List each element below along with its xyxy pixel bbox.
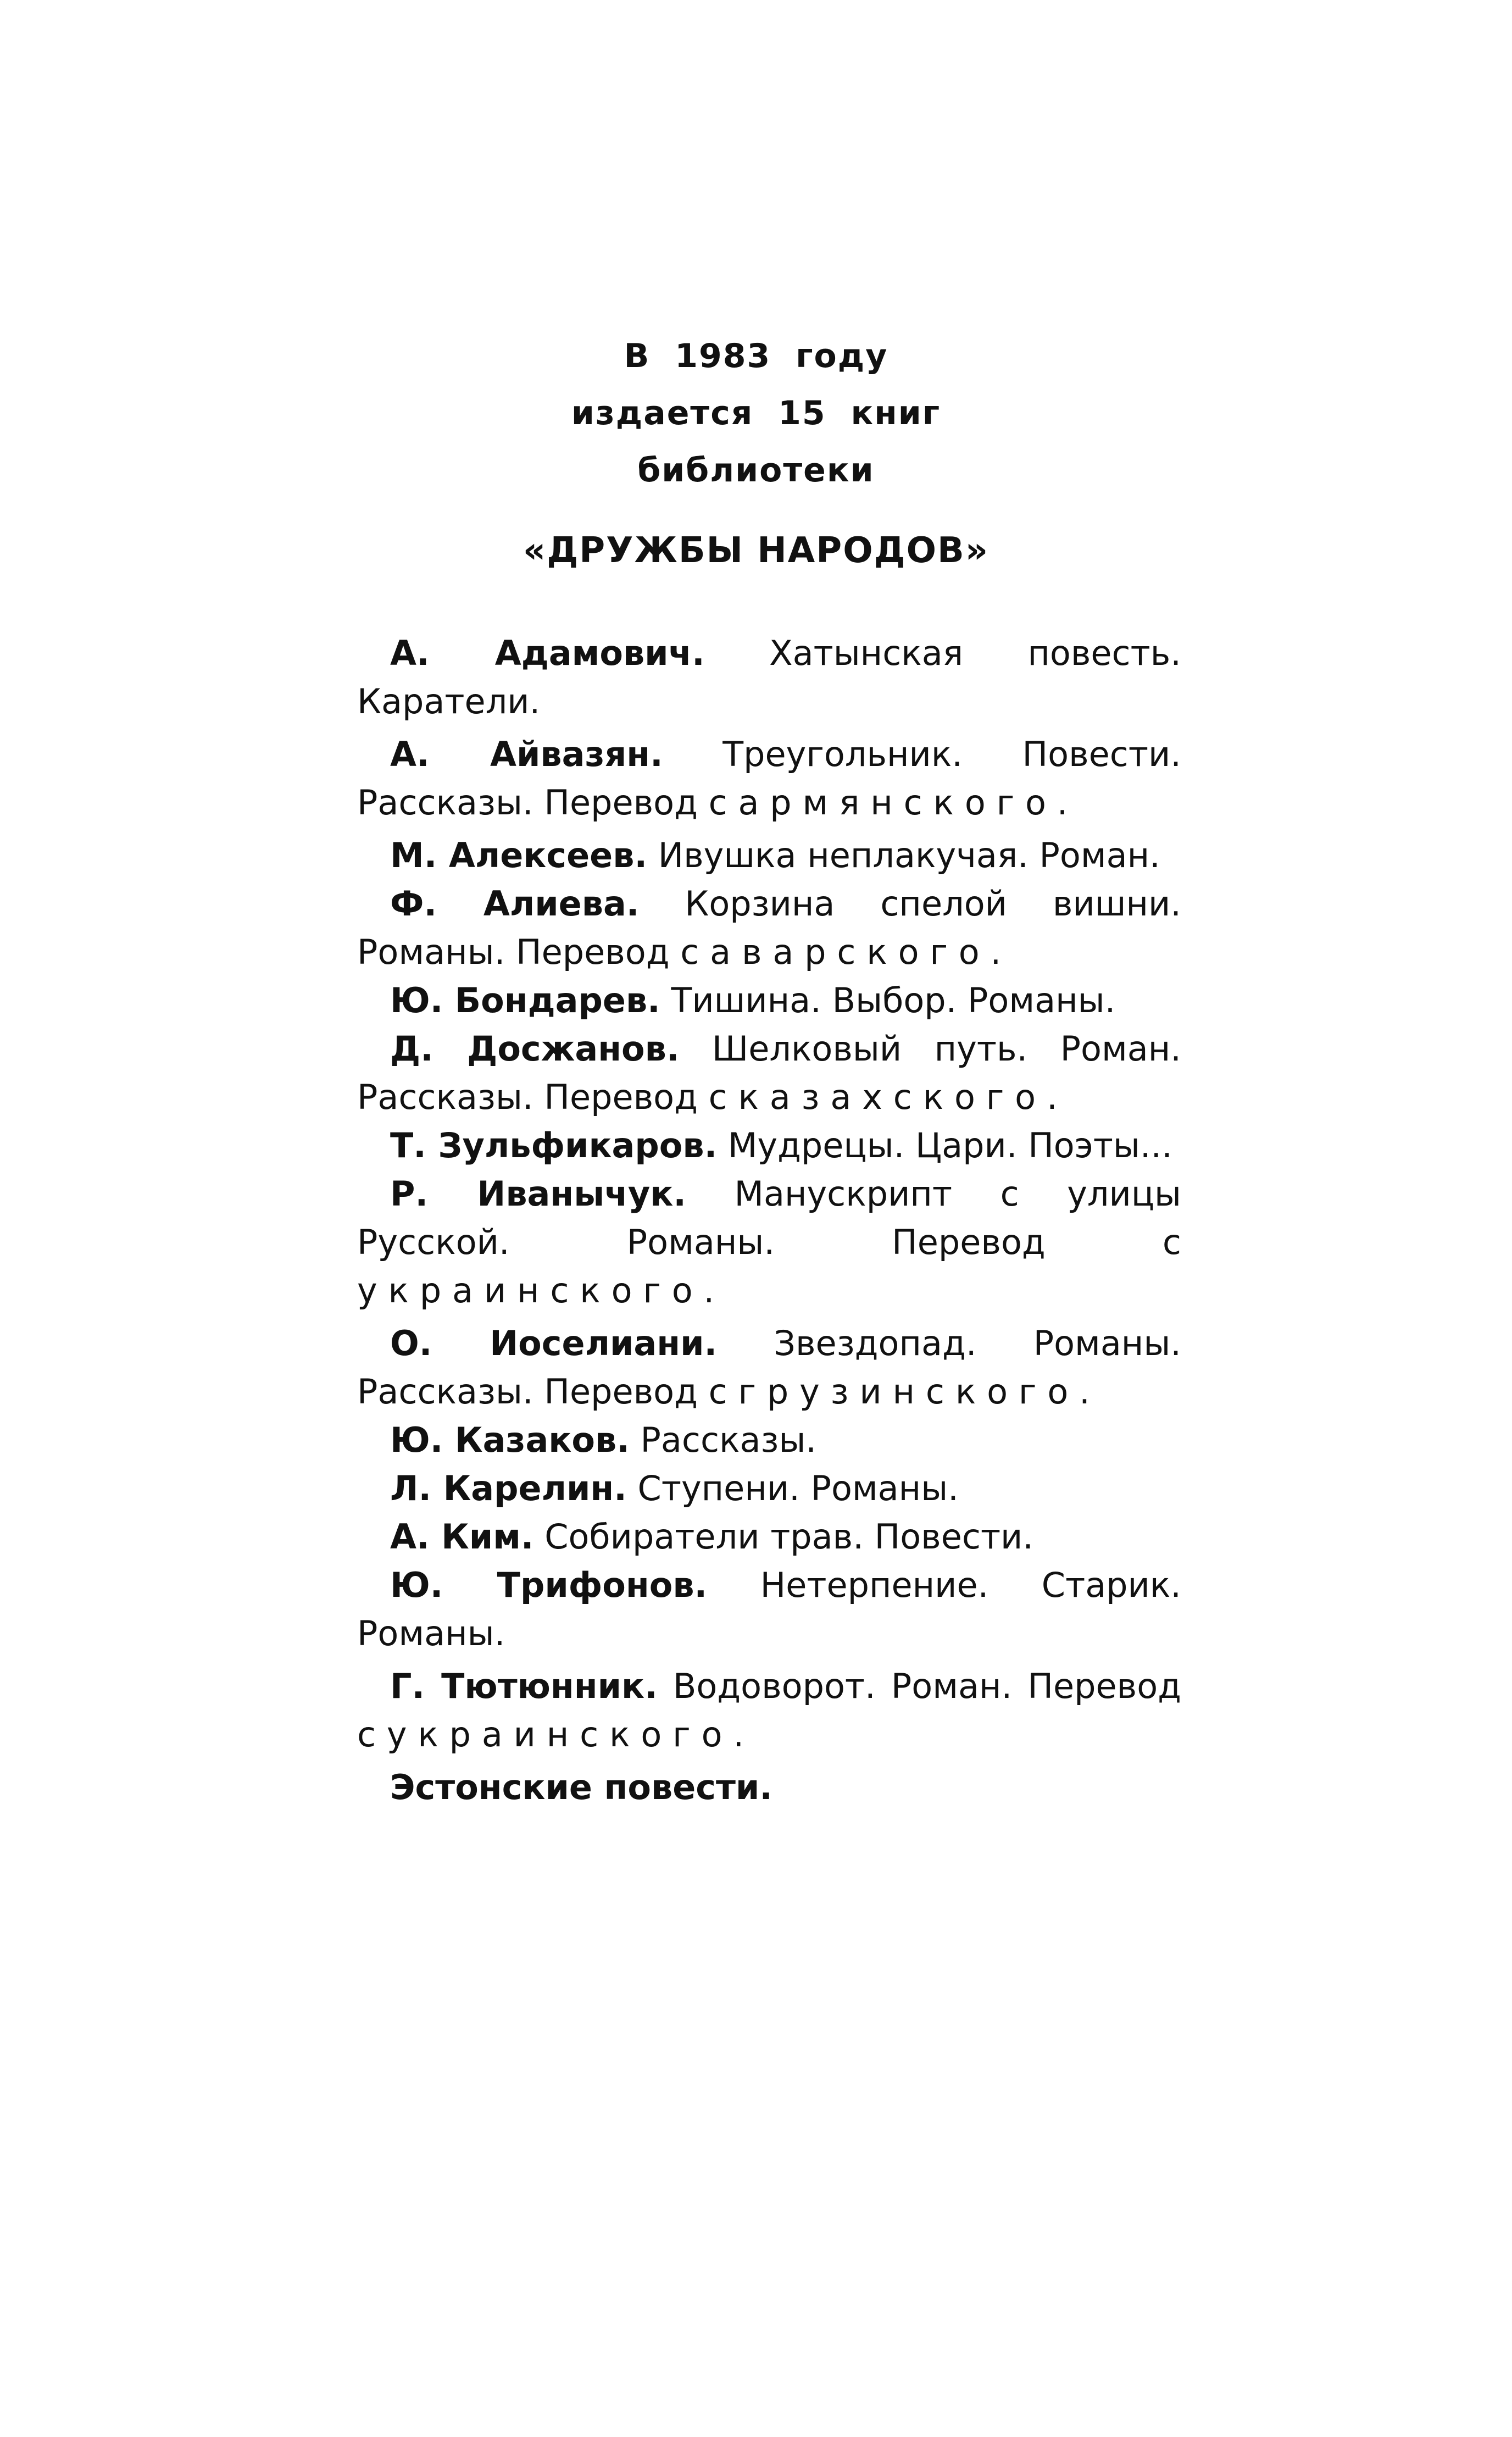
heading-count-line: издается 15 книг (571, 394, 941, 432)
book-description: Манускрипт с улицы Русской. Романы. Перевод с (357, 1174, 1181, 1262)
book-description: Тишина. Выбор. Романы. (671, 980, 1116, 1020)
book-author: О. Иоселиани. (390, 1323, 718, 1363)
book-translation-language: украинского. (357, 1270, 726, 1311)
list-item (357, 1561, 1181, 1658)
list-item (357, 730, 1181, 827)
list-item (357, 976, 1181, 1025)
book-description: Ивушка неплакучая. Роман. (658, 835, 1160, 875)
book-author: А. Айвазян. (390, 734, 663, 774)
list-item (357, 629, 1181, 726)
list-item (357, 1662, 1181, 1759)
list-item (357, 1122, 1181, 1170)
book-author: Т. Зульфикаров. (390, 1125, 718, 1165)
book-author: Эстонские повести. (390, 1767, 772, 1807)
list-item (357, 1763, 1181, 1812)
book-author: Ф. Алиева. (390, 884, 640, 924)
list-item (357, 1513, 1181, 1561)
book-author: Ю. Казаков. (390, 1420, 630, 1460)
book-description: Хатынская повесть. Каратели. (357, 633, 1181, 721)
list-item (357, 880, 1181, 976)
heading-library-line: библиотеки (637, 451, 875, 490)
book-description: Шелковый путь. Роман. Рассказы. Перевод с (357, 1029, 1181, 1117)
list-item (357, 1170, 1181, 1315)
heading-year-line: В 1983 году (624, 337, 888, 375)
list-item (357, 1464, 1181, 1513)
list-item (357, 1319, 1181, 1416)
book-description: Нетерпение. Старик. Романы. (357, 1565, 1181, 1653)
book-author: Ю. Бондарев. (390, 980, 660, 1020)
book-translation-language: украинского. (386, 1714, 755, 1755)
book-description: Мудрецы. Цари. Поэты... (727, 1125, 1172, 1165)
list-item (357, 831, 1181, 880)
list-item (357, 1416, 1181, 1464)
book-description: Треугольник. Повести. Рассказы. Перевод с (357, 734, 1181, 823)
book-list (357, 629, 1181, 1812)
book-author: Ю. Трифонов. (390, 1565, 708, 1605)
series-title: «ДРУЖБЫ НАРОДОВ» (522, 530, 990, 571)
book-description: Корзина спелой вишни. Романы. Перевод с (357, 884, 1181, 972)
book-author: М. Алексеев. (390, 835, 647, 875)
book-translation-language: армянского. (738, 782, 1079, 823)
book-translation-language: аварского. (710, 932, 1013, 972)
book-description: Собиратели трав. Повести. (544, 1517, 1034, 1557)
book-description: Ступени. Романы. (637, 1468, 959, 1508)
book-description: Рассказы. (640, 1420, 817, 1460)
book-description: Водоворот. Роман. Перевод с (357, 1666, 1181, 1755)
book-description: Звездопад. Романы. Рассказы. Перевод с (357, 1323, 1182, 1412)
book-author: Г. Тютюнник. (390, 1666, 658, 1706)
book-author: Д. Досжанов. (390, 1029, 680, 1069)
book-author: Л. Карелин. (390, 1468, 627, 1508)
book-author: Р. Иванычук. (390, 1174, 686, 1214)
book-translation-language: казахского. (738, 1077, 1069, 1117)
list-item (357, 1025, 1181, 1122)
book-author: А. Адамович. (390, 633, 705, 673)
book-translation-language: грузинского. (738, 1372, 1101, 1412)
book-author: А. Ким. (390, 1517, 534, 1557)
